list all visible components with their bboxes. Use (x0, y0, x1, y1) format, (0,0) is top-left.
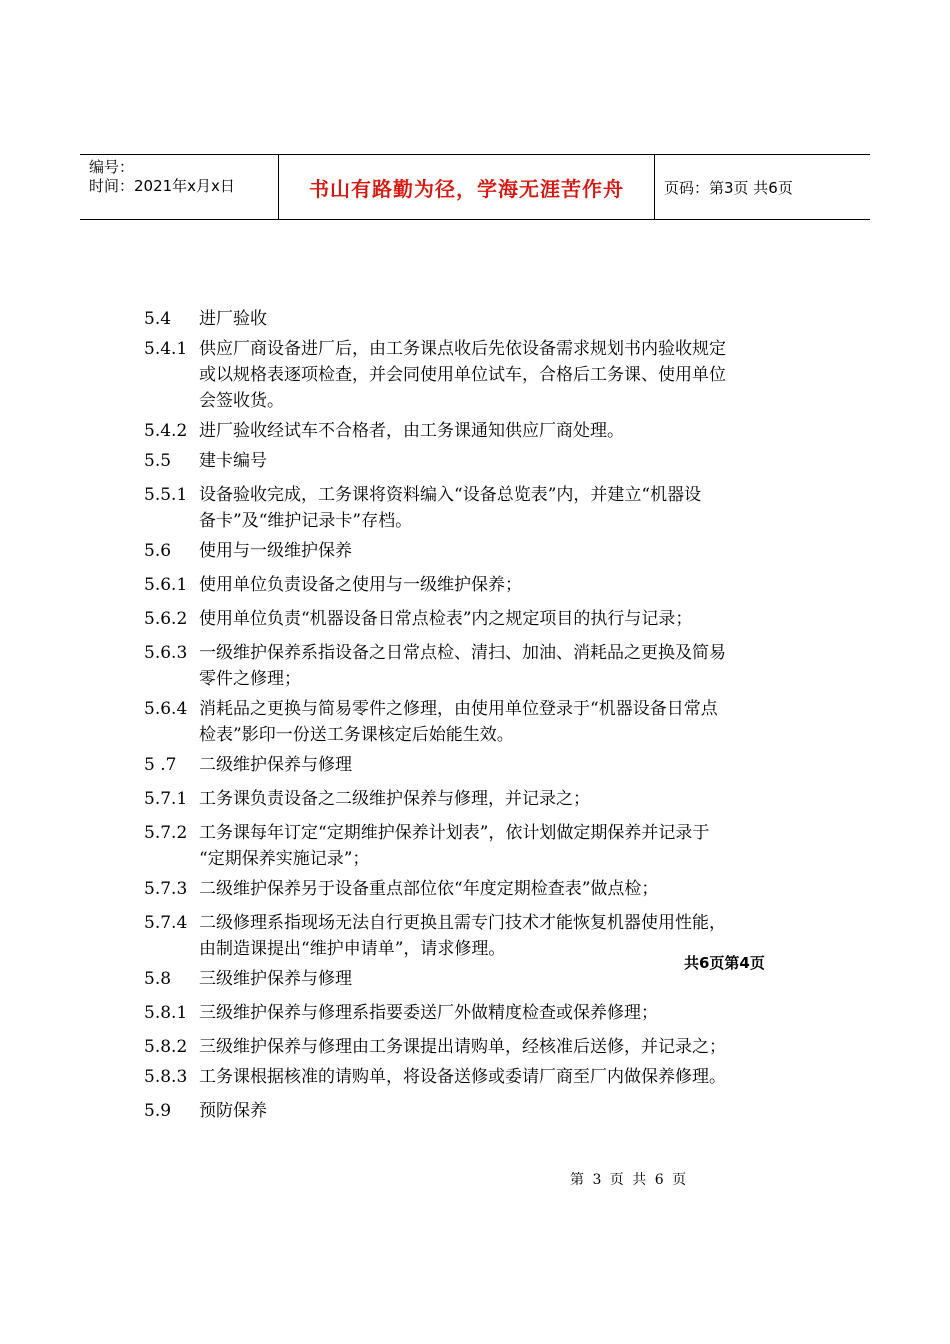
section-text: 三级维护保养与修理 (199, 969, 352, 989)
header-meta (80, 155, 279, 219)
document-header (80, 154, 870, 220)
section-number (144, 722, 199, 748)
section-item-continuation (144, 362, 824, 388)
section-text: 备卡”及“维护记录卡”存档。 (199, 511, 413, 531)
section-number: 5.5 (144, 451, 172, 471)
section-item (144, 1098, 824, 1124)
section-text: 三级维护保养与修理系指要委送厂外做精度检查或保养修理； (199, 1003, 658, 1023)
section-text: 使用与一级维护保养 (199, 541, 352, 561)
section-text: 由制造课提出“维护申请单”，请求修理。 (199, 939, 506, 959)
section-item (144, 1064, 824, 1090)
section-text: 二级维护保养与修理 (199, 755, 352, 775)
section-number: 5.4.1 (144, 339, 188, 359)
section-text: 工务课根据核准的请购单，将设备送修或委请厂商至厂内做保养修理。 (199, 1067, 726, 1087)
section-number: 5.4 (144, 309, 172, 329)
section-item (144, 482, 824, 508)
section-text: “定期保养实施记录”； (199, 849, 370, 869)
section-item (144, 418, 824, 444)
section-text: 建卡编号 (199, 451, 267, 471)
section-item-continuation (144, 388, 824, 414)
section-item (144, 606, 824, 632)
section-number: 5.8.3 (144, 1067, 188, 1087)
section-item (144, 336, 824, 362)
section-text: 二级维护保养另于设备重点部位依“年度定期检查表”做点检； (199, 879, 659, 899)
section-number (144, 936, 199, 962)
section-number: 5.6.1 (144, 575, 188, 595)
section-number: 5.7.2 (144, 823, 188, 843)
section-text: 进厂验收 (199, 309, 267, 329)
section-text: 设备验收完成，工务课将资料编入“设备总览表”内，并建立“机器设 (199, 485, 702, 505)
section-item (144, 538, 824, 564)
section-text: 使用单位负责设备之使用与一级维护保养； (199, 575, 522, 595)
section-item (144, 786, 824, 812)
section-item-continuation (144, 846, 824, 872)
section-item (144, 910, 824, 936)
section-text: 零件之修理； (199, 669, 301, 689)
section-item (144, 1034, 824, 1060)
section-text: 消耗品之更换与简易零件之修理，由使用单位登录于“机器设备日常点 (199, 699, 718, 719)
section-item (144, 876, 824, 902)
section-number (144, 362, 199, 388)
page-note: 共6页第4页 (684, 954, 765, 972)
section-number: 5.4.2 (144, 421, 188, 441)
section-number: 5.7.3 (144, 879, 188, 899)
number-label: 编号： (89, 158, 135, 176)
section-number: 5.8.1 (144, 1003, 188, 1023)
section-item (144, 448, 824, 474)
motto: 书山有路勤为径，学海无涯苦作舟 (279, 155, 655, 219)
section-number: 5.5.1 (144, 485, 188, 505)
section-number: 5.9 (144, 1101, 172, 1121)
section-item (144, 640, 824, 666)
section-number: 5.6.3 (144, 643, 188, 663)
section-number (144, 388, 199, 414)
section-item (144, 572, 824, 598)
section-text: 三级维护保养与修理由工务课提出请购单，经核准后送修，并记录之； (199, 1037, 726, 1057)
section-number: 5.7.1 (144, 789, 188, 809)
section-number: 5.7.4 (144, 913, 188, 933)
section-number (144, 666, 199, 692)
section-text: 检表”影印一份送工务课核定后始能生效。 (199, 725, 514, 745)
time-label: 时间：2021年x月x日 (89, 177, 235, 195)
section-item-continuation (144, 508, 824, 534)
section-text: 工务课每年订定“定期维护保养计划表”，依计划做定期保养并记录于 (199, 823, 710, 843)
section-text: 供应厂商设备进厂后，由工务课点收后先依设备需求规划书内验收规定 (199, 339, 726, 359)
section-item (144, 1000, 824, 1026)
section-text: 或以规格表逐项检查，并会同使用单位试车，合格后工务课、使用单位 (199, 365, 726, 385)
section-text: 工务课负责设备之二级维护保养与修理，并记录之； (199, 789, 590, 809)
section-number: 5.8 (144, 969, 172, 989)
section-number: 5.8.2 (144, 1037, 188, 1057)
section-item (144, 752, 824, 778)
section-item-continuation (144, 722, 824, 748)
section-text: 二级修理系指现场无法自行更换且需专门技术才能恢复机器使用性能， (199, 913, 726, 933)
section-item (144, 820, 824, 846)
section-number (144, 846, 199, 872)
section-text: 预防保养 (199, 1101, 267, 1121)
section-item (144, 306, 824, 332)
section-item-continuation (144, 666, 824, 692)
section-item (144, 696, 824, 722)
section-number: 5 .7 (144, 755, 177, 775)
section-text: 进厂验收经试车不合格者，由工务课通知供应厂商处理。 (199, 421, 624, 441)
page-footer: 第 3 页 共 6 页 (570, 1172, 689, 1188)
page-code: 页码：第3页 共6页 (664, 178, 793, 197)
section-text: 使用单位负责“机器设备日常点检表”内之规定项目的执行与记录； (199, 609, 693, 629)
section-number: 5.6.2 (144, 609, 188, 629)
section-number (144, 508, 199, 534)
section-number: 5.6.4 (144, 699, 188, 719)
section-text: 会签收货。 (199, 391, 284, 411)
section-number: 5.6 (144, 541, 172, 561)
section-text: 一级维护保养系指设备之日常点检、清扫、加油、消耗品之更换及简易 (199, 643, 726, 663)
